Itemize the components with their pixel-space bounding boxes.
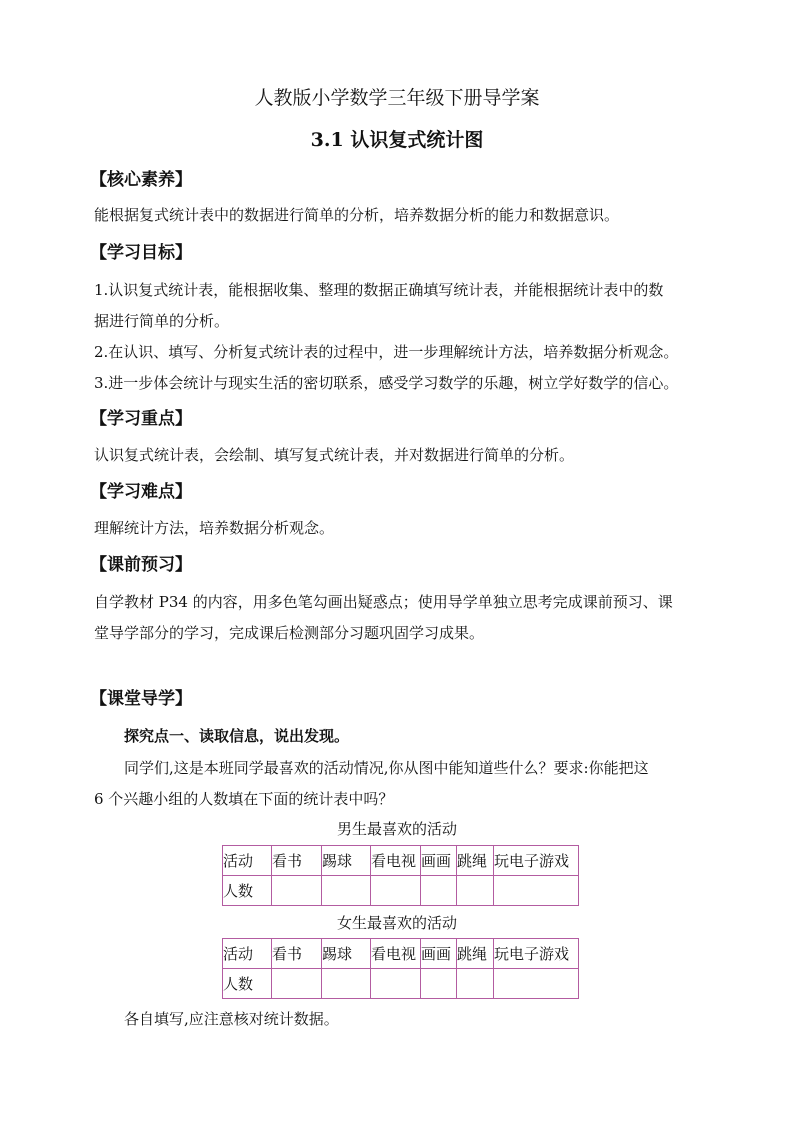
core-heading: 【核心素养】 <box>90 170 192 190</box>
goal-line-1: 1.认识复式统计表，能根据收集、整理的数据正确填写统计表，并能根据统计表中的数 <box>94 281 664 299</box>
count-input-cell-tv[interactable] <box>371 876 421 906</box>
goal-line-3: 2.在认识、填写、分析复式统计表的过程中，进一步理解统计方法，培养数据分析观念。 <box>94 343 679 361</box>
count-input-cell-reading[interactable] <box>272 876 322 906</box>
classroom-line-1: 同学们,这是本班同学最喜欢的活动情况,你从图中能知道些什么？要求:你能把这 <box>124 759 649 777</box>
row-label-count: 人数 <box>223 969 272 999</box>
lesson-title: 3.1 认识复式统计图 <box>310 129 484 151</box>
row-label-count: 人数 <box>223 876 272 906</box>
goal-line-4: 3.进一步体会统计与现实生活的密切联系，感受学习数学的乐趣，树立学好数学的信心。 <box>94 374 679 392</box>
girls-activity-table <box>222 938 579 999</box>
table-row <box>223 876 579 906</box>
header-cell-drawing: 画画 <box>421 846 457 876</box>
count-input-cell-reading[interactable] <box>272 969 322 999</box>
classroom-note: 各自填写,应注意核对统计数据。 <box>124 1010 339 1028</box>
goals-heading: 【学习目标】 <box>90 243 192 263</box>
count-input-cell-jump-rope[interactable] <box>457 969 494 999</box>
table-row <box>223 969 579 999</box>
table-caption-boys: 男生最喜欢的活动 <box>336 820 457 838</box>
header-cell-football: 踢球 <box>322 846 371 876</box>
count-input-cell-video-games[interactable] <box>494 876 579 906</box>
difficulty-text: 理解统计方法，培养数据分析观念。 <box>94 519 335 537</box>
table-row <box>223 846 579 876</box>
header-cell-activity: 活动 <box>223 846 272 876</box>
header-cell-jump-rope: 跳绳 <box>457 846 494 876</box>
header-cell-reading: 看书 <box>272 939 322 969</box>
goal-line-2: 据进行简单的分析。 <box>94 312 230 330</box>
header-cell-video-games: 玩电子游戏 <box>494 939 579 969</box>
header-cell-tv: 看电视 <box>371 846 421 876</box>
count-input-cell-video-games[interactable] <box>494 969 579 999</box>
document-title: 人教版小学数学三年级下册导学案 <box>254 87 540 109</box>
preview-line-2: 堂导学部分的学习，完成课后检测部分习题巩固学习成果。 <box>94 624 485 642</box>
header-cell-activity: 活动 <box>223 939 272 969</box>
header-cell-jump-rope: 跳绳 <box>457 939 494 969</box>
preview-heading: 【课前预习】 <box>90 555 192 575</box>
count-input-cell-football[interactable] <box>322 969 371 999</box>
count-input-cell-drawing[interactable] <box>421 876 457 906</box>
header-cell-video-games: 玩电子游戏 <box>494 846 579 876</box>
boys-activity-table <box>222 845 579 906</box>
core-text: 能根据复式统计表中的数据进行简单的分析，培养数据分析的能力和数据意识。 <box>94 206 620 224</box>
header-cell-reading: 看书 <box>272 846 322 876</box>
count-input-cell-drawing[interactable] <box>421 969 457 999</box>
header-cell-tv: 看电视 <box>371 939 421 969</box>
count-input-cell-football[interactable] <box>322 876 371 906</box>
table-caption-girls: 女生最喜欢的活动 <box>336 914 457 932</box>
focus-text: 认识复式统计表，会绘制、填写复式统计表，并对数据进行简单的分析。 <box>94 446 575 464</box>
count-input-cell-tv[interactable] <box>371 969 421 999</box>
classroom-heading: 【课堂导学】 <box>90 689 192 709</box>
count-input-cell-jump-rope[interactable] <box>457 876 494 906</box>
header-cell-football: 踢球 <box>322 939 371 969</box>
preview-line-1: 自学教材 P34 的内容，用多色笔勾画出疑惑点；使用导学单独立思考完成课前预习、课 <box>94 593 673 611</box>
classroom-line-2: 6 个兴趣小组的人数填在下面的统计表中吗？ <box>94 790 394 808</box>
table-row <box>223 939 579 969</box>
focus-heading: 【学习重点】 <box>90 409 192 429</box>
difficulty-heading: 【学习难点】 <box>90 482 192 502</box>
explore-title: 探究点一、读取信息，说出发现。 <box>124 727 350 745</box>
header-cell-drawing: 画画 <box>421 939 457 969</box>
